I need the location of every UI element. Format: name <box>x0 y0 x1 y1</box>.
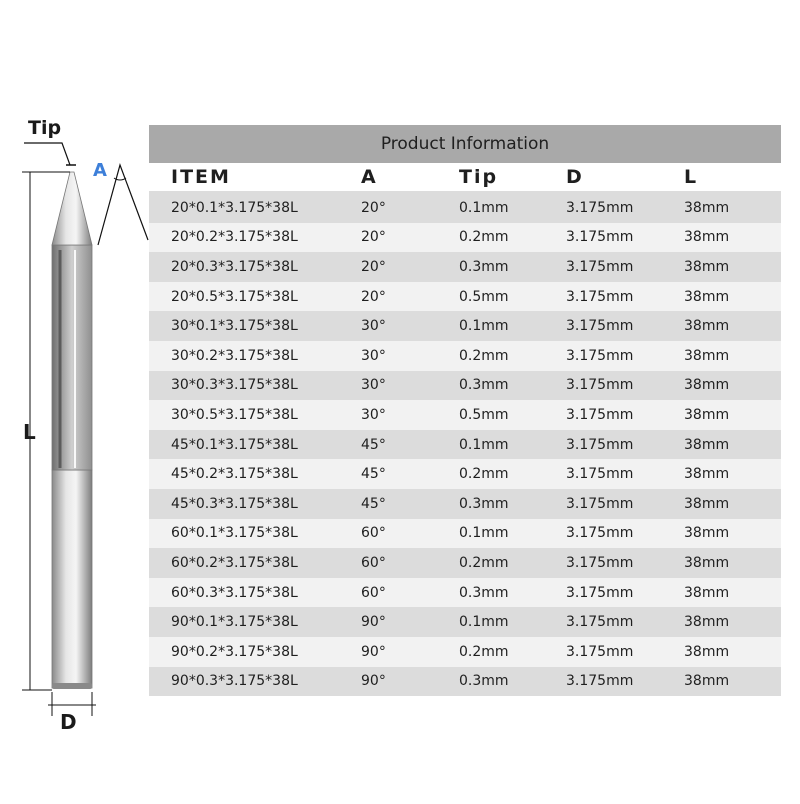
cell-length: 38mm <box>684 288 730 305</box>
cell-tip: 0.3mm <box>459 584 509 601</box>
cell-item: 30*0.5*3.175*38L <box>171 406 298 423</box>
header-item: ITEM <box>171 166 231 188</box>
cell-diameter: 3.175mm <box>566 347 634 364</box>
cell-item: 30*0.2*3.175*38L <box>171 347 298 364</box>
table-row <box>149 193 781 223</box>
cell-tip: 0.5mm <box>459 288 509 305</box>
cell-angle: 90° <box>361 643 386 660</box>
cell-length: 38mm <box>684 673 730 690</box>
cell-length: 38mm <box>684 554 730 571</box>
cell-length: 38mm <box>684 466 730 483</box>
angle-label: A <box>93 160 107 181</box>
cell-item: 60*0.1*3.175*38L <box>171 525 298 542</box>
table-row <box>149 489 781 519</box>
cell-diameter: 3.175mm <box>566 318 634 335</box>
table-row <box>149 341 781 371</box>
cell-tip: 0.3mm <box>459 377 509 394</box>
cell-angle: 20° <box>361 229 386 246</box>
cell-angle: 45° <box>361 466 386 483</box>
cell-length: 38mm <box>684 406 730 423</box>
cell-angle: 45° <box>361 436 386 453</box>
cell-angle: 90° <box>361 673 386 690</box>
table-row <box>149 400 781 430</box>
table-row <box>149 578 781 608</box>
cell-length: 38mm <box>684 199 730 216</box>
tip-label: Tip <box>28 117 62 139</box>
cell-diameter: 3.175mm <box>566 673 634 690</box>
tool-flute-section <box>52 245 92 470</box>
cell-length: 38mm <box>684 347 730 364</box>
cell-diameter: 3.175mm <box>566 199 634 216</box>
cell-angle: 60° <box>361 525 386 542</box>
shank-chamfer <box>52 683 92 689</box>
tool-diagram <box>0 0 150 800</box>
cell-item: 45*0.3*3.175*38L <box>171 495 298 512</box>
cell-item: 20*0.3*3.175*38L <box>171 258 298 275</box>
cell-item: 30*0.1*3.175*38L <box>171 318 298 335</box>
table-row <box>149 252 781 282</box>
cell-item: 30*0.3*3.175*38L <box>171 377 298 394</box>
cell-length: 38mm <box>684 229 730 246</box>
table-row <box>149 548 781 578</box>
cell-length: 38mm <box>684 525 730 542</box>
cell-tip: 0.3mm <box>459 495 509 512</box>
cell-tip: 0.2mm <box>459 229 509 246</box>
cell-item: 45*0.1*3.175*38L <box>171 436 298 453</box>
cell-angle: 90° <box>361 614 386 631</box>
cell-length: 38mm <box>684 436 730 453</box>
table-row <box>149 637 781 667</box>
tool-tip-cone <box>52 172 92 245</box>
cell-tip: 0.1mm <box>459 199 509 216</box>
cell-angle: 20° <box>361 199 386 216</box>
table-row <box>149 311 781 341</box>
table-row <box>149 223 781 253</box>
cell-length: 38mm <box>684 643 730 660</box>
cell-angle: 45° <box>361 495 386 512</box>
cell-item: 60*0.3*3.175*38L <box>171 584 298 601</box>
cell-item: 90*0.1*3.175*38L <box>171 614 298 631</box>
cell-angle: 30° <box>361 318 386 335</box>
cell-length: 38mm <box>684 584 730 601</box>
header-length: L <box>684 166 699 188</box>
cell-tip: 0.2mm <box>459 466 509 483</box>
product-info-table <box>149 125 781 696</box>
cell-tip: 0.2mm <box>459 554 509 571</box>
table-header-row <box>149 163 781 193</box>
cell-length: 38mm <box>684 495 730 512</box>
cell-tip: 0.2mm <box>459 643 509 660</box>
cell-diameter: 3.175mm <box>566 495 634 512</box>
cell-diameter: 3.175mm <box>566 436 634 453</box>
cell-item: 45*0.2*3.175*38L <box>171 466 298 483</box>
cell-tip: 0.1mm <box>459 436 509 453</box>
header-angle: A <box>361 166 378 188</box>
table-row <box>149 430 781 460</box>
cell-tip: 0.3mm <box>459 673 509 690</box>
cell-angle: 60° <box>361 584 386 601</box>
cell-length: 38mm <box>684 377 730 394</box>
table-row <box>149 519 781 549</box>
cell-item: 60*0.2*3.175*38L <box>171 554 298 571</box>
diameter-label: D <box>60 710 77 734</box>
cell-tip: 0.3mm <box>459 258 509 275</box>
cell-diameter: 3.175mm <box>566 258 634 275</box>
cell-diameter: 3.175mm <box>566 466 634 483</box>
header-tip: Tip <box>459 166 499 188</box>
tool-shank <box>52 470 92 688</box>
cell-angle: 20° <box>361 258 386 275</box>
cell-angle: 30° <box>361 406 386 423</box>
cell-diameter: 3.175mm <box>566 229 634 246</box>
cell-tip: 0.1mm <box>459 614 509 631</box>
cell-diameter: 3.175mm <box>566 406 634 423</box>
cell-item: 90*0.3*3.175*38L <box>171 673 298 690</box>
cell-length: 38mm <box>684 318 730 335</box>
table-row <box>149 607 781 637</box>
table-title: Product Information <box>149 125 781 163</box>
table-row <box>149 667 781 697</box>
cell-item: 20*0.5*3.175*38L <box>171 288 298 305</box>
cell-angle: 30° <box>361 347 386 364</box>
table-row <box>149 282 781 312</box>
cell-diameter: 3.175mm <box>566 377 634 394</box>
cell-item: 20*0.1*3.175*38L <box>171 199 298 216</box>
cell-tip: 0.1mm <box>459 318 509 335</box>
cell-tip: 0.5mm <box>459 406 509 423</box>
header-diameter: D <box>566 166 584 188</box>
cell-diameter: 3.175mm <box>566 584 634 601</box>
length-label: L <box>23 420 36 444</box>
cell-length: 38mm <box>684 614 730 631</box>
cell-diameter: 3.175mm <box>566 643 634 660</box>
cell-angle: 60° <box>361 554 386 571</box>
cell-diameter: 3.175mm <box>566 614 634 631</box>
cell-diameter: 3.175mm <box>566 525 634 542</box>
cell-angle: 30° <box>361 377 386 394</box>
cell-tip: 0.1mm <box>459 525 509 542</box>
table-row <box>149 459 781 489</box>
table-row <box>149 371 781 401</box>
cell-length: 38mm <box>684 258 730 275</box>
cell-angle: 20° <box>361 288 386 305</box>
cell-item: 20*0.2*3.175*38L <box>171 229 298 246</box>
engraving-bit-drawing <box>0 0 150 800</box>
cell-diameter: 3.175mm <box>566 288 634 305</box>
tip-leader-line <box>24 143 70 165</box>
cell-tip: 0.2mm <box>459 347 509 364</box>
table-body <box>149 193 781 696</box>
cell-diameter: 3.175mm <box>566 554 634 571</box>
cell-item: 90*0.2*3.175*38L <box>171 643 298 660</box>
